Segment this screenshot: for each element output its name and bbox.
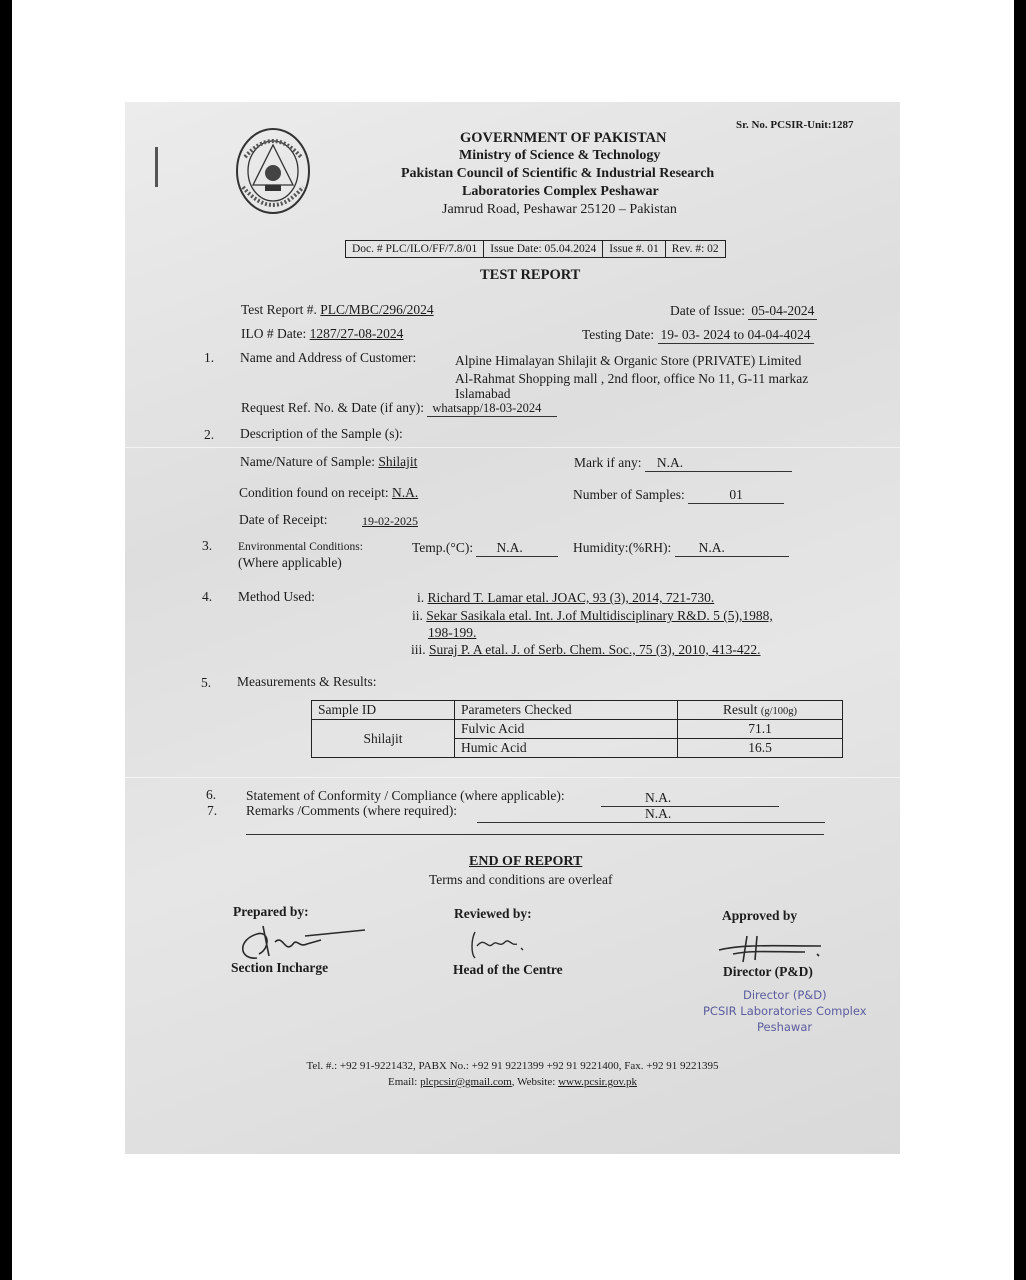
frame-left-border: [0, 0, 12, 1280]
terms-note: Terms and conditions are overleaf: [429, 872, 613, 887]
method-1-text: Richard T. Lamar etal. JOAC, 93 (3), 2014, 721-730.: [427, 590, 715, 605]
number-of-samples-value: 01: [688, 487, 784, 504]
date-of-issue-value: 05-04-2024: [748, 303, 817, 320]
section-3-sublabel: (Where applicable): [238, 555, 342, 570]
director-stamp-line3: Peshawar: [757, 1020, 813, 1034]
footer-website[interactable]: www.pcsir.gov.pk: [558, 1076, 637, 1088]
sample-name: [240, 454, 417, 470]
section-3-label: Environmental Conditions:: [238, 541, 363, 553]
revision-number: Rev. #: 02: [671, 243, 719, 255]
prepared-by-label: Prepared by:: [233, 904, 309, 919]
method-1: [417, 590, 714, 606]
section-7-label: Remarks /Comments (where required):: [246, 803, 458, 818]
header-sample-id: Sample ID: [312, 701, 455, 720]
temperature-label: Temp.(°C):: [412, 540, 474, 555]
labs-heading: Laboratories Complex Peshawar: [462, 184, 659, 199]
date-of-receipt-label: Date of Receipt:: [239, 512, 328, 527]
mark-if-any-label: Mark if any:: [574, 455, 642, 470]
council-heading: Pakistan Council of Scientific & Industrial Research: [401, 166, 715, 181]
section-7-number: 7.: [207, 803, 218, 818]
section-6-value: N.A.: [601, 790, 779, 807]
scan-mark: [155, 147, 158, 187]
customer-city: Islamabad: [455, 386, 511, 401]
prepared-role: Section Incharge: [231, 960, 329, 975]
test-report-number-value: PLC/MBC/296/2024: [320, 302, 434, 317]
doc-number: Doc. # PLC/ILO/FF/7.8/01: [346, 241, 484, 257]
request-ref-value: whatsapp/18-03-2024: [427, 401, 557, 417]
testing-date-value: 19- 03- 2024 to 04-04-4024: [658, 327, 814, 344]
method-3-text: Suraj P. A etal. J. of Serb. Chem. Soc., 75 (3), 2010, 413-422.: [429, 642, 761, 657]
govt-heading: GOVERNMENT OF PAKISTAN: [460, 130, 667, 146]
header-result-unit: (g/100g): [760, 706, 798, 717]
temperature: [412, 540, 558, 557]
testing-date: [582, 327, 814, 344]
section-3-number: 3.: [202, 538, 213, 553]
scan-band: [125, 447, 900, 448]
date-of-receipt-value: 19-02-2025: [362, 514, 418, 528]
section-2-number: 2.: [204, 427, 215, 442]
document-control-box: [345, 240, 726, 258]
customer-address: Al-Rahmat Shopping mall , 2nd floor, office No 11, G-11 markaz: [455, 371, 809, 386]
footer-website-label: , Website:: [511, 1076, 556, 1088]
number-of-samples: [573, 487, 784, 504]
number-of-samples-label: Number of Samples:: [573, 487, 685, 502]
method-2-number: ii.: [412, 608, 423, 623]
frame-right-border: [1014, 0, 1026, 1280]
condition-value: N.A.: [391, 485, 419, 500]
humidity: [573, 540, 789, 557]
approved-role: Director (P&D): [723, 964, 813, 979]
section-5-label: Measurements & Results:: [237, 674, 377, 689]
director-stamp-line2: PCSIR Laboratories Complex: [703, 1004, 867, 1018]
section-6-number: 6.: [206, 787, 217, 802]
address-heading: Jamrud Road, Peshawar 25120 – Pakistan: [442, 202, 677, 217]
footer-email[interactable]: plcpcsir@gmail.com: [420, 1076, 512, 1088]
header-parameters: Parameters Checked: [455, 701, 678, 720]
parameter-cell: Humic Acid: [455, 739, 678, 758]
method-1-number: i.: [417, 590, 425, 605]
condition-label: Condition found on receipt:: [239, 485, 389, 500]
section-6-label: Statement of Conformity / Compliance (where applicable):: [246, 788, 565, 803]
results-table: [311, 700, 843, 758]
pcsir-seal-logo: [235, 127, 311, 215]
director-stamp-line1: Director (P&D): [743, 988, 827, 1002]
header-result: [678, 701, 843, 720]
prepared-signature: [235, 920, 370, 964]
table-row: [312, 720, 843, 739]
result-cell: 16.5: [678, 739, 843, 758]
temperature-value: N.A.: [476, 540, 558, 557]
sample-name-label: Name/Nature of Sample:: [240, 454, 375, 469]
section-7-value: N.A.: [477, 806, 825, 823]
ilo-date-label: ILO # Date:: [241, 326, 307, 341]
issue-date: Issue Date: 05.04.2024: [484, 241, 603, 257]
reviewed-by-label: Reviewed by:: [454, 906, 532, 921]
end-of-report: END OF REPORT: [469, 854, 583, 869]
section-1-number: 1.: [204, 350, 215, 365]
serial-number: Sr. No. PCSIR-Unit:1287: [736, 119, 854, 131]
section-4-number: 4.: [202, 589, 213, 604]
date-of-issue: [670, 303, 817, 320]
humidity-value: N.A.: [675, 540, 789, 557]
footer-phone: Tel. #.: +92 91-9221432, PABX No.: +92 91 9221399 +92 91 9221400, Fax. +92 91 9221395: [306, 1060, 719, 1072]
mark-if-any-value: N.A.: [645, 455, 792, 472]
sample-name-value: Shilajit: [378, 454, 418, 469]
method-3: [411, 642, 761, 658]
testing-date-label: Testing Date:: [582, 327, 655, 342]
test-report-number: [241, 302, 434, 318]
reviewed-signature: [465, 928, 535, 962]
section-5-number: 5.: [201, 675, 212, 690]
results-table-header: [312, 701, 843, 720]
method-3-number: iii.: [411, 642, 426, 657]
customer-name: Alpine Himalayan Shilajit & Organic Store (PRIVATE) Limited: [455, 353, 802, 368]
remarks-extra-line: [246, 834, 824, 835]
reviewed-role: Head of the Centre: [453, 962, 563, 977]
footer-contact: [125, 1076, 900, 1088]
issue-number: Issue #. 01: [603, 241, 666, 257]
sample-id-cell: Shilajit: [312, 720, 455, 758]
parameter-cell: Fulvic Acid: [455, 720, 678, 739]
mark-if-any: [574, 455, 792, 472]
header-result-label: Result: [722, 702, 758, 717]
date-of-issue-label: Date of Issue:: [670, 303, 745, 318]
section-2-label: Description of the Sample (s):: [240, 426, 403, 441]
test-report-number-label: Test Report #.: [241, 302, 317, 317]
result-cell: 71.1: [678, 720, 843, 739]
ilo-date: [241, 326, 403, 342]
method-2-text: Sekar Sasikala etal. Int. J.of Multidisciplinary R&D. 5 (5),1988,: [426, 608, 773, 623]
method-2: [412, 608, 773, 624]
ministry-heading: Ministry of Science & Technology: [459, 148, 661, 163]
request-ref-label: Request Ref. No. & Date (if any):: [241, 400, 424, 415]
ilo-date-value: 1287/27-08-2024: [309, 326, 404, 341]
request-ref: [241, 400, 557, 417]
section-4-label: Method Used:: [238, 589, 315, 604]
report-sheet: [125, 102, 900, 1154]
scan-band: [125, 777, 900, 778]
footer-email-label: Email:: [388, 1076, 418, 1088]
section-1-label: Name and Address of Customer:: [240, 350, 417, 365]
report-title: TEST REPORT: [480, 267, 581, 283]
humidity-label: Humidity:(%RH):: [573, 540, 672, 555]
method-2-pages: 198-199.: [428, 625, 477, 640]
approved-by-label: Approved by: [722, 908, 798, 923]
condition-on-receipt: [239, 485, 418, 501]
approved-signature: [713, 932, 828, 964]
